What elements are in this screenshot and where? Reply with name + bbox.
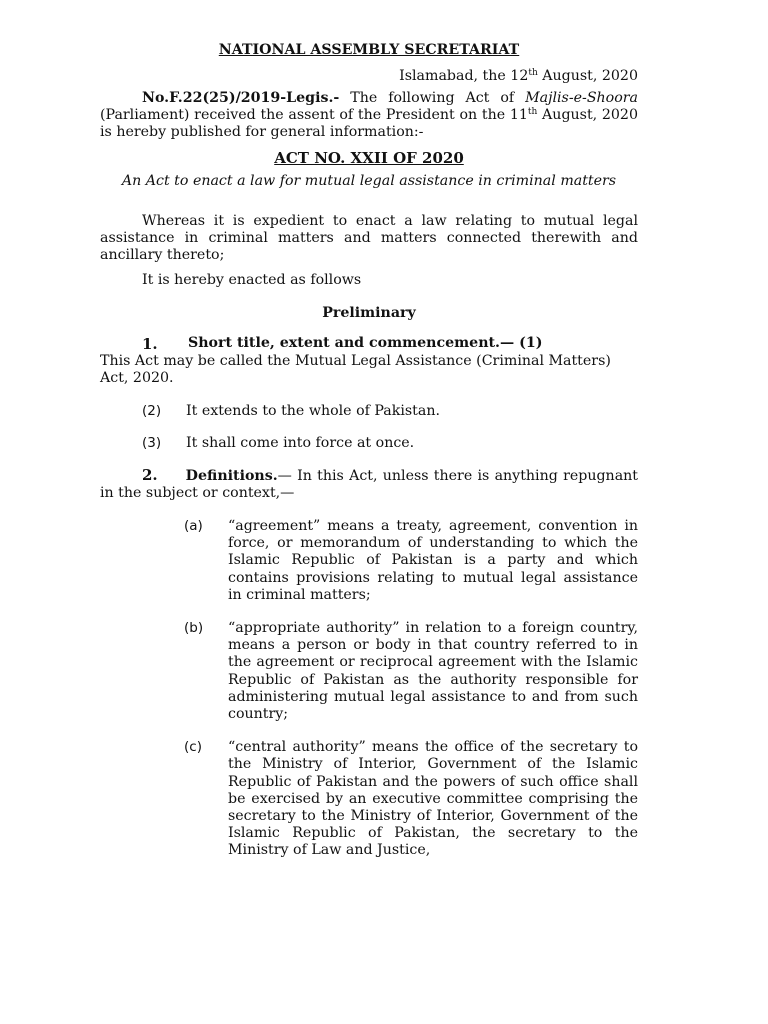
subsection bbox=[100, 403, 638, 419]
preamble-whereas: Whereas it is expedient to enact a law relating to mutual legal assistance in criminal matters and matters connected therewith and ancillary thereto; bbox=[100, 213, 638, 263]
document-page bbox=[100, 42, 638, 876]
notification-sup: th bbox=[527, 107, 538, 117]
definition-text: “central authority” means the office of the secretary to the Ministry of Interior, Government of the Islamic Republic of Pakistan and the powers of such office shall be exercised by an executive committee comprising the secretary to the Ministry of Interior, Government of the Islamic Republic of Pakistan, the secretary to the Ministry of Law and Justice, bbox=[228, 739, 638, 859]
notification-text-1: The following Act of bbox=[339, 90, 526, 106]
section-2-title: Definitions. bbox=[185, 468, 278, 484]
subsection-number: (3) bbox=[142, 435, 162, 451]
section-1-text: This Act may be called the Mutual Legal Assistance (Criminal Matters) Act, 2020. bbox=[100, 353, 611, 386]
document-title: NATIONAL ASSEMBLY SECRETARIAT bbox=[218, 42, 520, 58]
section-1-number: 1. bbox=[142, 335, 158, 353]
notification-text-2: (Parliament) received the assent of the President on the 11 bbox=[100, 107, 528, 123]
date-suffix: August, 2020 bbox=[537, 68, 638, 84]
chapter-heading: Preliminary bbox=[322, 305, 416, 321]
definition-item bbox=[100, 518, 638, 604]
definition-item bbox=[100, 739, 638, 859]
majlis-text: Majlis-e-Shoora bbox=[525, 90, 638, 106]
subsection-number: (2) bbox=[142, 403, 162, 419]
enactment-clause: It is hereby enacted as follows bbox=[142, 272, 362, 288]
notification-paragraph bbox=[100, 90, 638, 141]
subsection bbox=[100, 435, 638, 451]
definition-item bbox=[100, 620, 638, 723]
definition-text: “agreement” means a treaty, agreement, convention in force, or memorandum of understanding to which the Islamic Republic of Pakistan is a party and which contains provisions relating to mutual legal assistance in criminal matters; bbox=[228, 518, 638, 603]
definition-label: (a) bbox=[184, 518, 203, 534]
definition-label: (b) bbox=[184, 620, 204, 637]
date-prefix: Islamabad, the 12 bbox=[399, 68, 529, 84]
section-2-text: — In this Act, unless there is anything repugnant in the subject or context,— bbox=[100, 468, 638, 501]
definition-text: “appropriate authority” in relation to a foreign country, means a person or body in that country referred to in the agreement or reciprocal agreement with the Islamic Republic of Pakistan as the authority responsible for administering mutual legal assistance to and from such country; bbox=[228, 620, 638, 723]
section-2-number: 2. bbox=[142, 466, 158, 484]
subsection-text: It extends to the whole of Pakistan. bbox=[186, 403, 440, 419]
section-1-heading bbox=[100, 335, 638, 353]
section-2-paragraph bbox=[100, 467, 638, 502]
notification-text-3: August, 2020 is hereby published for general information:- bbox=[100, 107, 638, 140]
act-description: An Act to enact a law for mutual legal assistance in criminal matters bbox=[121, 173, 617, 189]
definition-label: (c) bbox=[184, 739, 202, 756]
subsection-text: It shall come into force at once. bbox=[186, 435, 415, 451]
section-1-title: Short title, extent and commencement.— (1) bbox=[188, 335, 543, 351]
act-number: ACT NO. XXII OF 2020 bbox=[274, 149, 464, 167]
notification-ref: No.F.22(25)/2019-Legis.- bbox=[142, 90, 340, 106]
date-sup: th bbox=[528, 68, 538, 78]
date-line bbox=[100, 68, 638, 85]
